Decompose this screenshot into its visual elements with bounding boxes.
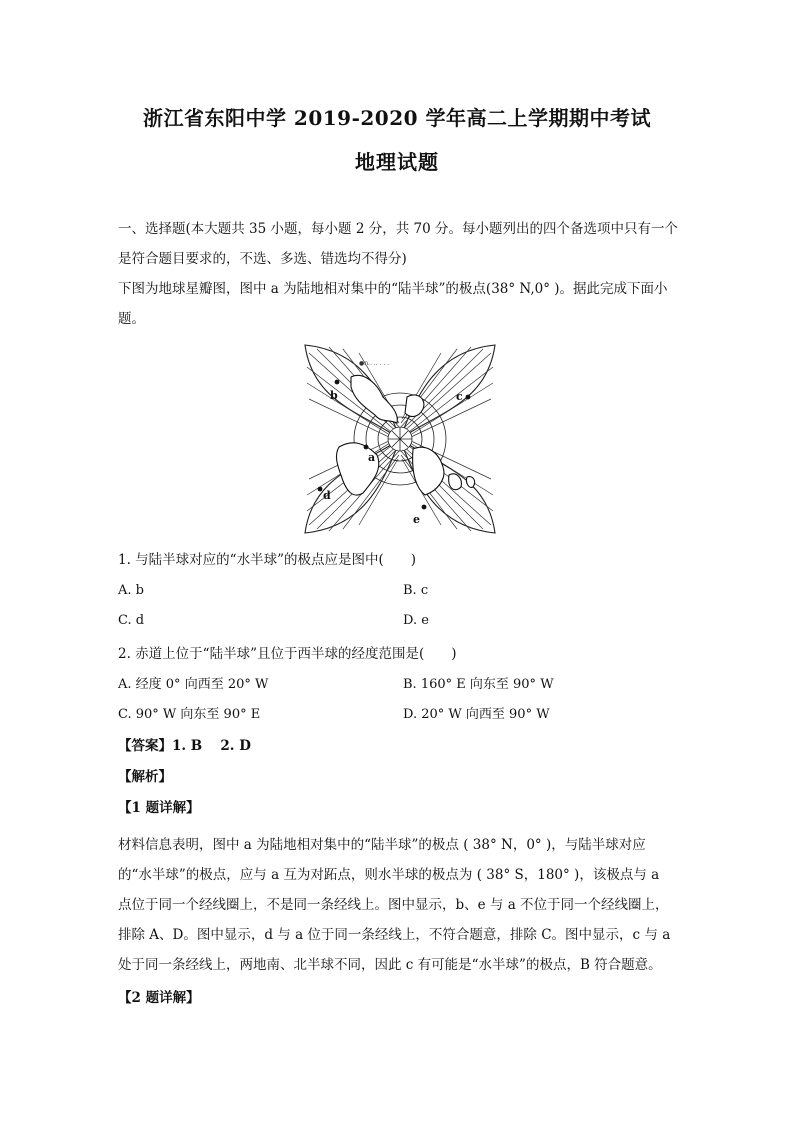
detail-1-line: 处于同一条经线上，两地南、北半球不同，因此 c 有可能是“水半球”的极点，B 符合题意。 <box>118 957 662 973</box>
page-subtitle: 地理试题 <box>355 150 439 174</box>
page-title: 浙江省东阳中学 2019-2020 学年高二上学期期中考试 <box>142 106 652 130</box>
point-e-label: e <box>413 513 420 526</box>
question-2-stem: 2. 赤道上位于“陆半球”且位于西半球的经度范围是( ) <box>118 646 457 662</box>
point-b-marker <box>335 380 340 385</box>
detail-1-body <box>118 830 678 980</box>
question-1-option-c: C. d <box>118 613 145 628</box>
svg-text:●n.. .. . . .: ●n.. .. . . . <box>359 360 390 367</box>
question-2-option-a: A. 经度 0° 向西至 20° W <box>118 677 269 692</box>
point-d-marker <box>318 487 323 492</box>
point-d-label: d <box>323 489 331 502</box>
analysis-heading: 【解析】 <box>118 769 172 785</box>
question-1-option-a: A. b <box>118 583 144 598</box>
detail-1-line: 点位于同一个经线圈上，不是同一条经线上。图中显示，b、e 与 a 不位于同一个经线圈上， <box>118 897 669 913</box>
question-stem: 下图为地球星瓣图，图中 a 为陆地相对集中的“陆半球”的极点(38° N,0° )。据此完成下面小题。 <box>118 281 668 327</box>
section-intro: 一、选择题(本大题共 35 小题，每小题 2 分，共 70 分。每小题列出的四个备选项中只有一个是符合题目要求的，不选、多选、错选均不得分) <box>118 221 678 267</box>
point-b-label: b <box>330 389 338 402</box>
point-a-marker <box>364 445 369 450</box>
question-1-stem: 1. 与陆半球对应的“水半球”的极点应是图中( ) <box>118 552 417 568</box>
point-c-marker <box>466 395 471 400</box>
question-2-option-d: D. 20° W 向西至 90° W <box>403 707 550 722</box>
detail-1-line: 材料信息表明，图中 a 为陆地相对集中的“陆半球”的极点 ( 38° N，0° )，与陆半球对应 <box>118 837 646 853</box>
intro-block <box>118 214 678 334</box>
detail-1-heading: 【1 题详解】 <box>118 800 200 816</box>
question-2-option-c: C. 90° W 向东至 90° E <box>118 707 261 722</box>
point-a-label: a <box>368 451 376 464</box>
question-1-option-b: B. c <box>403 583 429 598</box>
detail-2-heading: 【2 题详解】 <box>118 990 200 1006</box>
detail-1-line: 排除 A、D。图中显示，d 与 a 位于同一条经线上，不符合题意，排除 C。图中显示，c 与 a <box>118 927 671 943</box>
point-c-label: c <box>456 390 463 403</box>
detail-1-line: 的“水半球”的极点，应与 a 互为对跖点，则水半球的极点为 ( 38° S，180° )，该极点与 a <box>118 867 660 883</box>
answer-line: 【答案】1. B 2. D <box>118 738 251 754</box>
point-e-marker <box>422 505 427 510</box>
question-1-option-d: D. e <box>403 613 429 628</box>
star-petal-map-figure <box>303 343 497 535</box>
question-2-option-b: B. 160° E 向东至 90° W <box>403 677 554 692</box>
